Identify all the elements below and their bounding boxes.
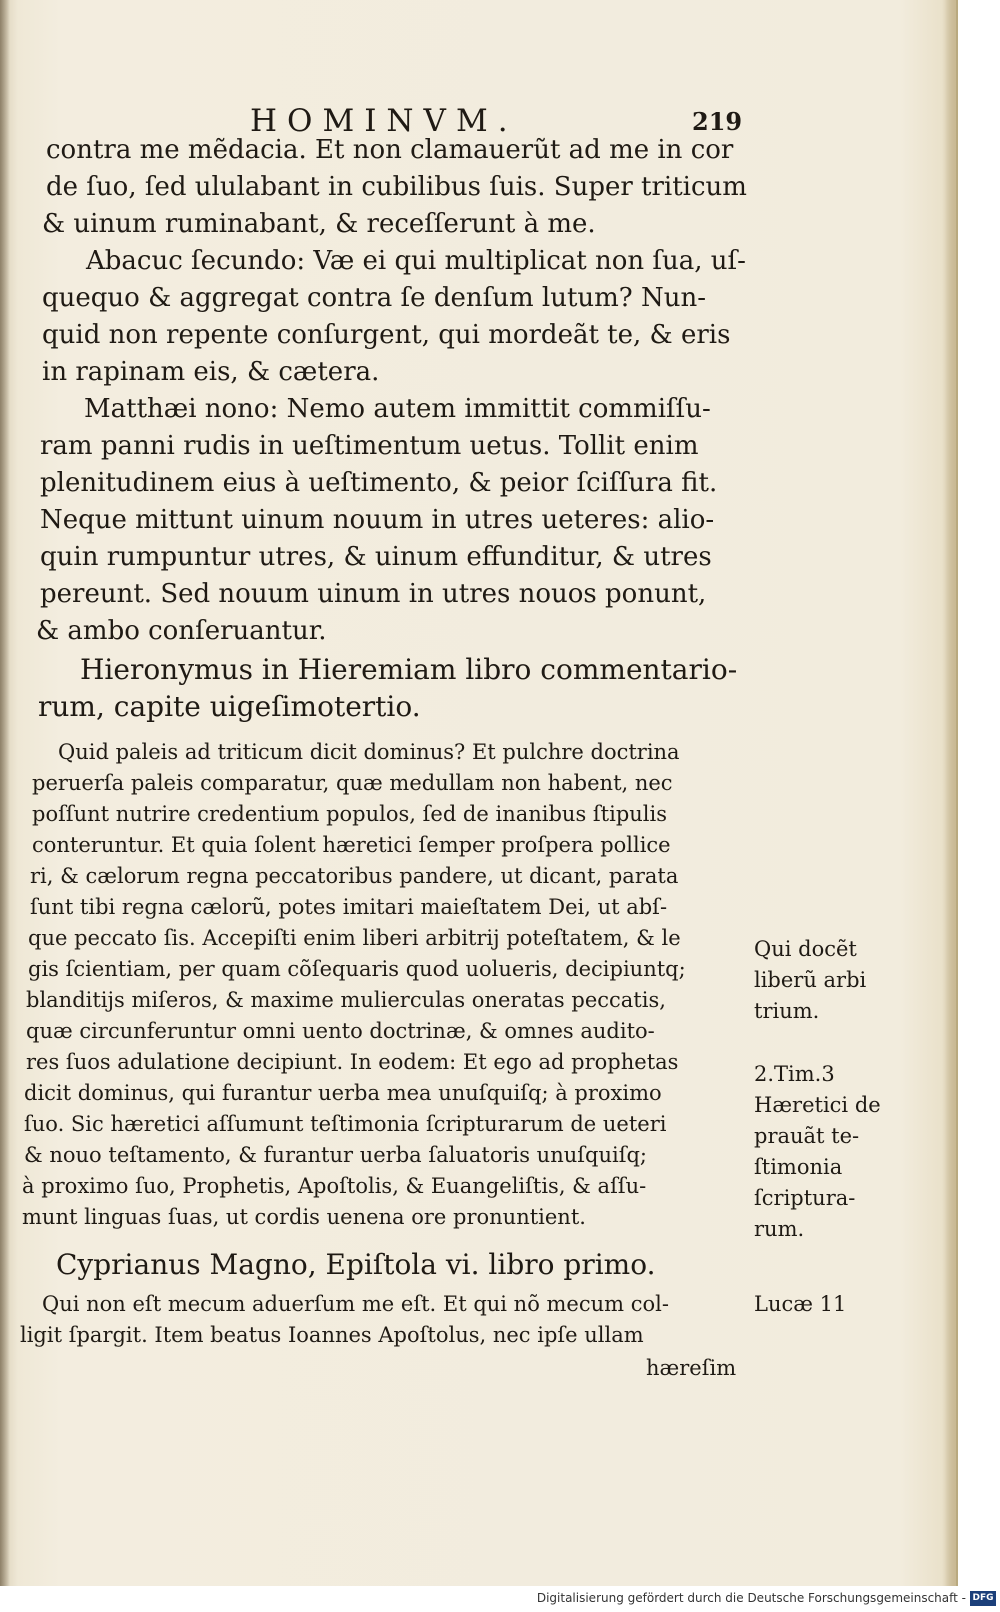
body-line: & ambo conſeruantur. — [36, 616, 327, 646]
body-line: Neque mittunt uinum nouum in utres ueteres: alio- — [40, 505, 715, 535]
margin-note: ſcriptura- — [754, 1186, 856, 1210]
quote-line: ligit ſpargit. Item beatus Ioannes Apoſtolus, nec ipſe ullam — [20, 1323, 644, 1347]
margin-note: Qui docẽt — [754, 937, 857, 961]
margin-note: prauãt te- — [754, 1124, 860, 1148]
quote-line: dicit dominus, qui furantur uerba mea unuſquiſq; à proximo — [24, 1081, 662, 1105]
body-line: pereunt. Sed nouum uinum in utres nouos ponunt, — [40, 579, 707, 609]
body-line: quid non repente conſurgent, qui mordeãt te, & eris — [42, 320, 731, 350]
quote-line: que peccato ſis. Accepiſti enim liberi arbitrij poteſtatem, & le — [28, 926, 681, 950]
body-line: quin rumpuntur utres, & uinum effunditur, & utres — [40, 542, 712, 572]
funding-credit: Digitalisierung gefördert durch die Deutsche Forschungsgemeinschaft - — [536, 1591, 966, 1605]
quote-line: conteruntur. Et quia ſolent hæretici ſemper proſpera pollice — [32, 833, 671, 857]
quote-line: & nouo teſtamento, & furantur uerba ſaluatoris unuſquiſq; — [24, 1143, 647, 1167]
quote-line: ſuo. Sic hæretici aſſumunt teſtimonia ſcripturarum de ueteri — [24, 1112, 667, 1136]
body-line: ram panni rudis in ueſtimentum uetus. Tollit enim — [40, 431, 699, 461]
margin-note: 2.Tim.3 — [754, 1062, 835, 1086]
margin-note: ſtimonia — [754, 1155, 843, 1179]
section-heading: rum, capite uigeſimotertio. — [38, 690, 421, 723]
footer-bar — [0, 1586, 1000, 1612]
quote-line: quæ circunferuntur omni uento doctrinæ, & omnes audito- — [26, 1019, 655, 1043]
catchword: hæreſim — [646, 1356, 737, 1380]
margin-note: Hæretici de — [754, 1093, 881, 1117]
quote-line: blanditijs miſeros, & maxime mulierculas oneratas peccatis, — [26, 988, 666, 1012]
margin-note: liberũ arbi — [754, 968, 867, 992]
body-line: quequo & aggregat contra ſe denſum lutum? Nun- — [42, 283, 707, 313]
quote-line: munt linguas ſuas, ut cordis uenena ore pronuntient. — [22, 1205, 586, 1229]
body-line: de ſuo, ſed ululabant in cubilibus ſuis. Super triticum — [46, 172, 747, 202]
quote-line: Quid paleis ad triticum dicit dominus? Et pulchre doctrina — [58, 740, 680, 764]
body-line: in rapinam eis, & cætera. — [42, 357, 380, 387]
quote-line: ſunt tibi regna cælorũ, potes imitari maieſtatem Dei, ut abſ- — [30, 895, 668, 919]
body-line: Matthæi nono: Nemo autem immittit commiſſu- — [84, 394, 711, 424]
spine-shadow — [0, 0, 10, 1586]
quote-line: Qui non eſt mecum aduerſum me eſt. Et qui nõ mecum col- — [42, 1292, 669, 1316]
section-heading: Hieronymus in Hieremiam libro commentario- — [80, 653, 738, 686]
margin-note: Lucæ 11 — [754, 1292, 847, 1316]
quote-line: à proximo ſuo, Prophetis, Apoſtolis, & Euangeliſtis, & aſſu- — [22, 1174, 647, 1198]
quote-line: gis ſcientiam, per quam cõſequaris quod uolueris, decipiuntq; — [28, 957, 686, 981]
body-line: contra me mẽdacia. Et non clamauerũt ad me in cor — [46, 135, 734, 165]
body-line: plenitudinem eius à ueſtimento, & peior ſciſſura fit. — [40, 468, 718, 498]
body-line: & uinum ruminabant, & receſſerunt à me. — [42, 209, 596, 239]
quote-line: poſſunt nutrire credentium populos, ſed de inanibus ſtipulis — [32, 802, 668, 826]
page-number: 219 — [692, 107, 743, 136]
quote-line: ri, & cælorum regna peccatoribus pandere, ut dicant, parata — [30, 864, 679, 888]
dfg-logo: DFG — [970, 1591, 996, 1606]
quote-line: peruerſa paleis comparatur, quæ medullam non habent, nec — [32, 771, 673, 795]
margin-note: rum. — [754, 1217, 805, 1241]
page-edge — [942, 0, 956, 1586]
margin-note: trium. — [754, 999, 820, 1023]
quote-line: res ſuos adulatione decipiunt. In eodem: Et ego ad prophetas — [26, 1050, 679, 1074]
running-head: HOMINVM. — [250, 103, 518, 139]
body-line: Abacuc ſecundo: Væ ei qui multiplicat non ſua, uſ- — [86, 246, 746, 276]
section-heading: Cyprianus Magno, Epiſtola vi. libro primo. — [56, 1248, 656, 1281]
